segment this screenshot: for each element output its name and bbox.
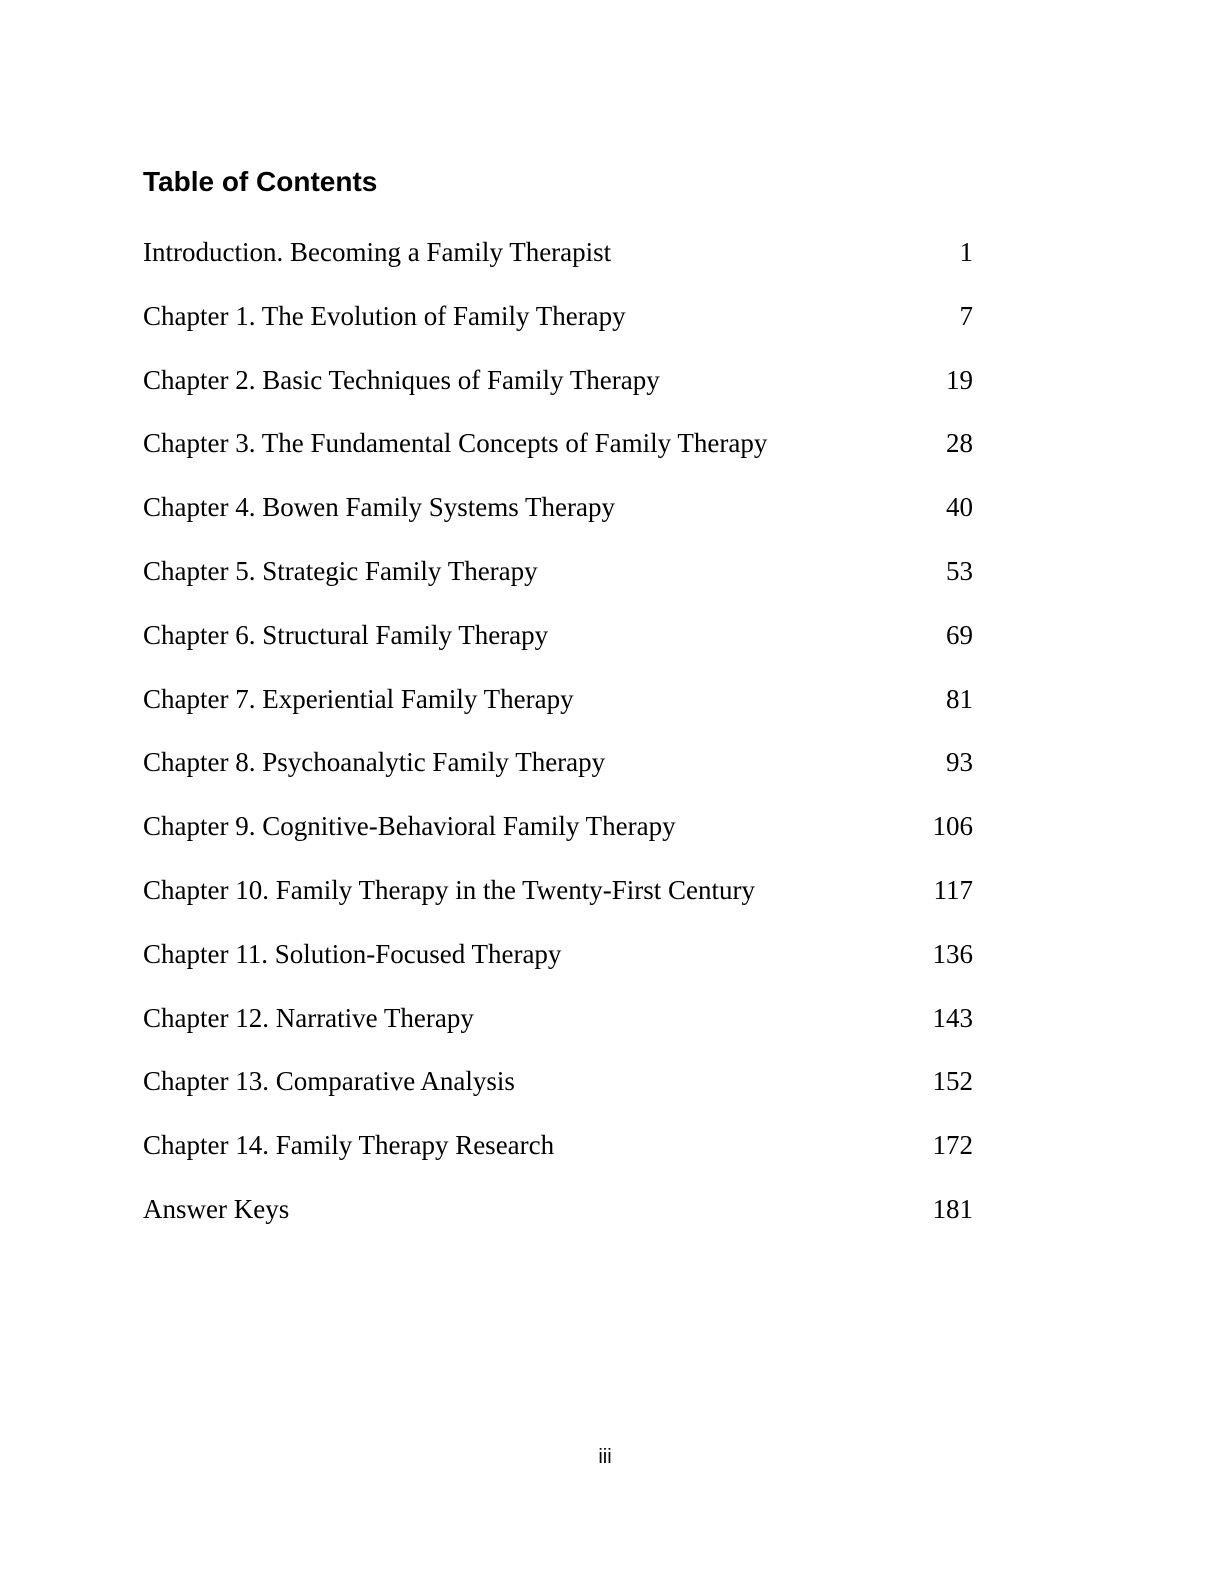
toc-entry-page: 172 [932, 1130, 973, 1161]
toc-entry [143, 1189, 983, 1253]
toc-entry [143, 423, 983, 487]
toc-entry-page: 28 [946, 428, 973, 459]
toc-entry [143, 679, 983, 743]
toc-entry [143, 360, 983, 424]
toc-entry-page: 152 [932, 1066, 973, 1097]
toc-entry [143, 870, 983, 934]
toc-heading: Table of Contents [143, 166, 378, 197]
toc-entry-page: 69 [946, 619, 973, 650]
toc-entry [143, 742, 983, 806]
toc-entry-title: Chapter 6. Structural Family Therapy [143, 619, 549, 650]
toc-entry-title: Chapter 13. Comparative Analysis [143, 1066, 515, 1097]
toc-entry-page: 106 [932, 811, 973, 842]
toc-entry-title: Chapter 7. Experiential Family Therapy [143, 683, 574, 714]
toc-entry-title: Chapter 8. Psychoanalytic Family Therapy [143, 747, 606, 778]
toc-list [143, 232, 983, 1253]
page-number: iii [598, 1446, 612, 1468]
toc-entry-title: Chapter 1. The Evolution of Family Therapy [143, 300, 626, 331]
toc-entry-page: 19 [946, 364, 973, 395]
toc-entry-page: 7 [959, 300, 973, 331]
toc-entry [143, 296, 983, 360]
toc-entry [143, 1125, 983, 1189]
toc-entry-title: Chapter 2. Basic Techniques of Family Therapy [143, 364, 660, 395]
toc-entry-title: Chapter 10. Family Therapy in the Twenty-First Century [143, 874, 756, 905]
toc-entry [143, 551, 983, 615]
toc-entry-title: Chapter 11. Solution-Focused Therapy [143, 938, 562, 969]
toc-entry-title: Introduction. Becoming a Family Therapist [143, 237, 612, 267]
toc-entry-title: Answer Keys [143, 1193, 290, 1224]
toc-entry [143, 487, 983, 551]
toc-entry-page: 53 [946, 555, 973, 586]
toc-entry-title: Chapter 14. Family Therapy Research [143, 1130, 555, 1161]
toc-entry [143, 998, 983, 1062]
toc-entry-title: Chapter 9. Cognitive-Behavioral Family Therapy [143, 811, 676, 842]
toc-entry-page: 40 [946, 492, 973, 523]
toc-entry [143, 1061, 983, 1125]
toc-entry-page: 117 [933, 874, 973, 905]
toc-entry-title: Chapter 12. Narrative Therapy [143, 1002, 474, 1033]
toc-entry-page: 181 [932, 1193, 973, 1224]
toc-entry-page: 1 [959, 237, 973, 267]
toc-entry-title: Chapter 5. Strategic Family Therapy [143, 555, 538, 586]
toc-entry-page: 136 [932, 938, 973, 969]
toc-entry [143, 232, 983, 296]
toc-entry-page: 143 [932, 1002, 973, 1033]
toc-entry [143, 934, 983, 998]
toc-entry-page: 81 [946, 683, 973, 714]
toc-entry-page: 93 [946, 747, 973, 778]
toc-entry-title: Chapter 4. Bowen Family Systems Therapy [143, 492, 615, 523]
toc-entry [143, 806, 983, 870]
toc-entry-title: Chapter 3. The Fundamental Concepts of Family Therapy [143, 428, 768, 459]
toc-entry [143, 615, 983, 679]
